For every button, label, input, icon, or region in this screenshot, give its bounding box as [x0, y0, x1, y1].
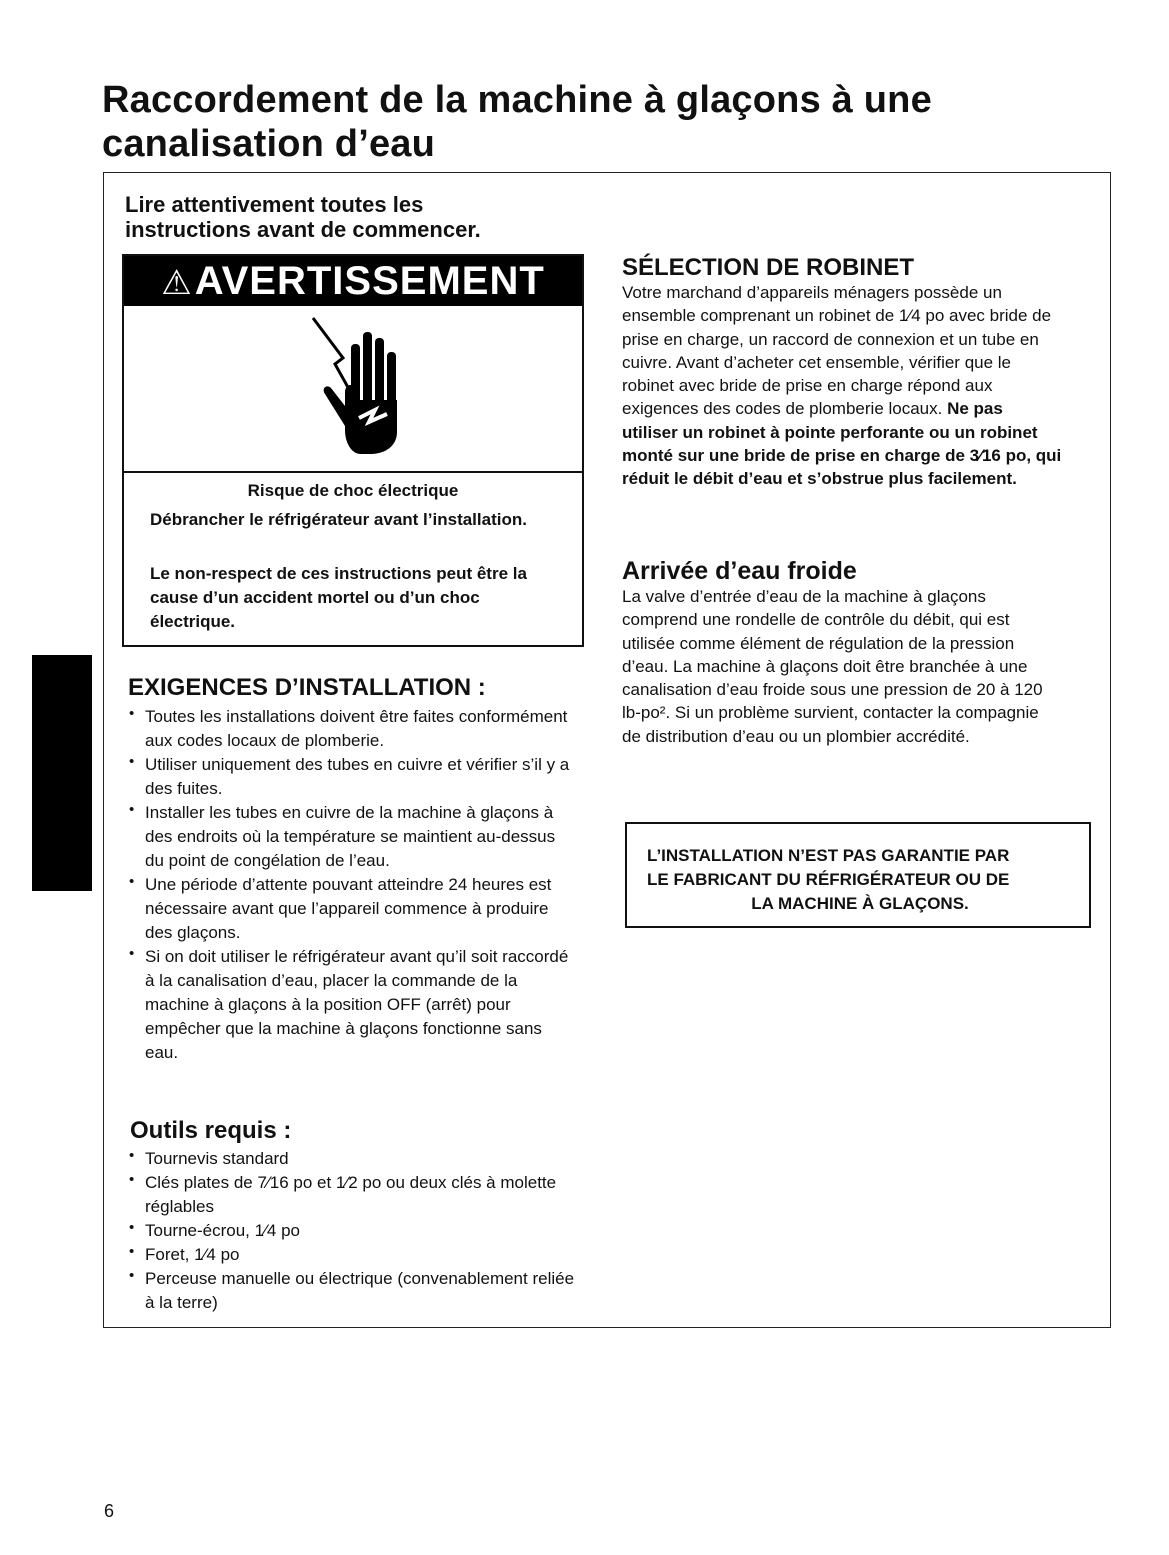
warning-text-unplug: Débrancher le réfrigérateur avant l’installation.: [150, 510, 527, 529]
valve-selection-heading: SÉLECTION DE ROBINET: [622, 254, 915, 281]
cold-water-supply-heading: Arrivée d’eau froide: [622, 557, 857, 585]
required-tools-heading: Outils requis :: [130, 1117, 292, 1144]
required-tools-list: [128, 1147, 588, 1315]
page-title-line-2: canalisation d’eau: [102, 123, 436, 165]
warranty-notice-box: [625, 822, 1091, 928]
warning-header-label: AVERTISSEMENT: [194, 259, 545, 303]
warning-header: [124, 256, 582, 306]
list-item: • Une période d’attente pouvant atteindre 24 heures est nécessaire avant que l’appareil commence à produire des glaçons.: [128, 873, 578, 945]
valve-selection-warning-text: Ne pas utiliser un robinet à pointe perforante ou un robinet monté sur une bride de prise en charge de 3⁄16 po, qui réduit le débit d’eau et s’obstrue plus facilement.: [622, 399, 1062, 489]
warning-triangle-icon: ⚠: [161, 264, 193, 302]
list-item: • Tourne-écrou, 1⁄4 po: [128, 1219, 588, 1243]
warning-box: [122, 254, 584, 647]
cold-water-supply-text: La valve d’entrée d’eau de la machine à glaçons comprend une rondelle de contrôle du débit, qui est utilisée comme élément de régulation de la pression d’eau. La machine à glaçons doit être branchée à une canalisation d’eau froide sous une pression de 20 à 120 lb-po². Si un problème survient, contacter la compagnie de distribution d’eau ou un plombier accrédité.: [622, 587, 1043, 746]
list-item: • Si on doit utiliser le réfrigérateur avant qu’il soit raccordé à la canalisation d’eau, placer la commande de la machine à glaçons à la position OFF (arrêt) pour empêcher que la machine à glaçons fonctionne sans eau.: [128, 945, 578, 1065]
list-item: • Clés plates de 7⁄16 po et 1⁄2 po ou deux clés à molette réglables: [128, 1171, 588, 1219]
section-tab-marker: [32, 655, 92, 891]
notice-line-1: L’INSTALLATION N’EST PAS GARANTIE PAR: [647, 846, 1010, 865]
list-item: • Perceuse manuelle ou électrique (convenablement reliée à la terre): [128, 1267, 588, 1315]
list-item: • Utiliser uniquement des tubes en cuivre et vérifier s’il y a des fuites.: [128, 753, 578, 801]
list-item: • Tournevis standard: [128, 1147, 588, 1171]
page-title: [102, 78, 1062, 166]
warning-hazard-title: Risque de choc électrique: [247, 481, 459, 500]
installation-requirements-heading: EXIGENCES D’INSTALLATION :: [128, 674, 486, 701]
intro-line-1: Lire attentivement toutes les: [125, 192, 424, 217]
installation-requirements-list: [128, 705, 578, 1065]
page-title-line-1: Raccordement de la machine à glaçons à une: [102, 79, 932, 121]
valve-selection-normal-text: Votre marchand d’appareils ménagers possède un ensemble comprenant un robinet de 1⁄4 po avec bride de prise en charge, un raccord de connexion et un tube en cuivre. Avant d’acheter cet ensemble, vérifier que le robinet avec bride de prise en charge répond aux exigences des codes de plomberie locaux.: [622, 283, 1052, 419]
warning-text-consequence: Le non-respect de ces instructions peut être la cause d’un accident mortel ou d’un choc électrique.: [150, 564, 527, 631]
notice-line-2: LE FABRICANT DU RÉFRIGÉRATEUR OU DE: [647, 870, 1010, 889]
list-item: • Toutes les installations doivent être faites conformément aux codes locaux de plomberie.: [128, 705, 578, 753]
warning-divider: [124, 471, 582, 473]
notice-line-3: LA MACHINE À GLAÇONS.: [751, 894, 969, 913]
valve-selection-text: [622, 281, 1062, 491]
list-item: • Installer les tubes en cuivre de la machine à glaçons à des endroits où la température se maintient au-dessus du point de congélation de l’eau.: [128, 801, 578, 873]
intro-line-2: instructions avant de commencer.: [125, 217, 481, 242]
list-item: • Foret, 1⁄4 po: [128, 1243, 588, 1267]
electric-shock-hand-icon: [309, 314, 409, 464]
page-number: 6: [104, 1501, 115, 1521]
intro-instruction: [125, 192, 585, 242]
